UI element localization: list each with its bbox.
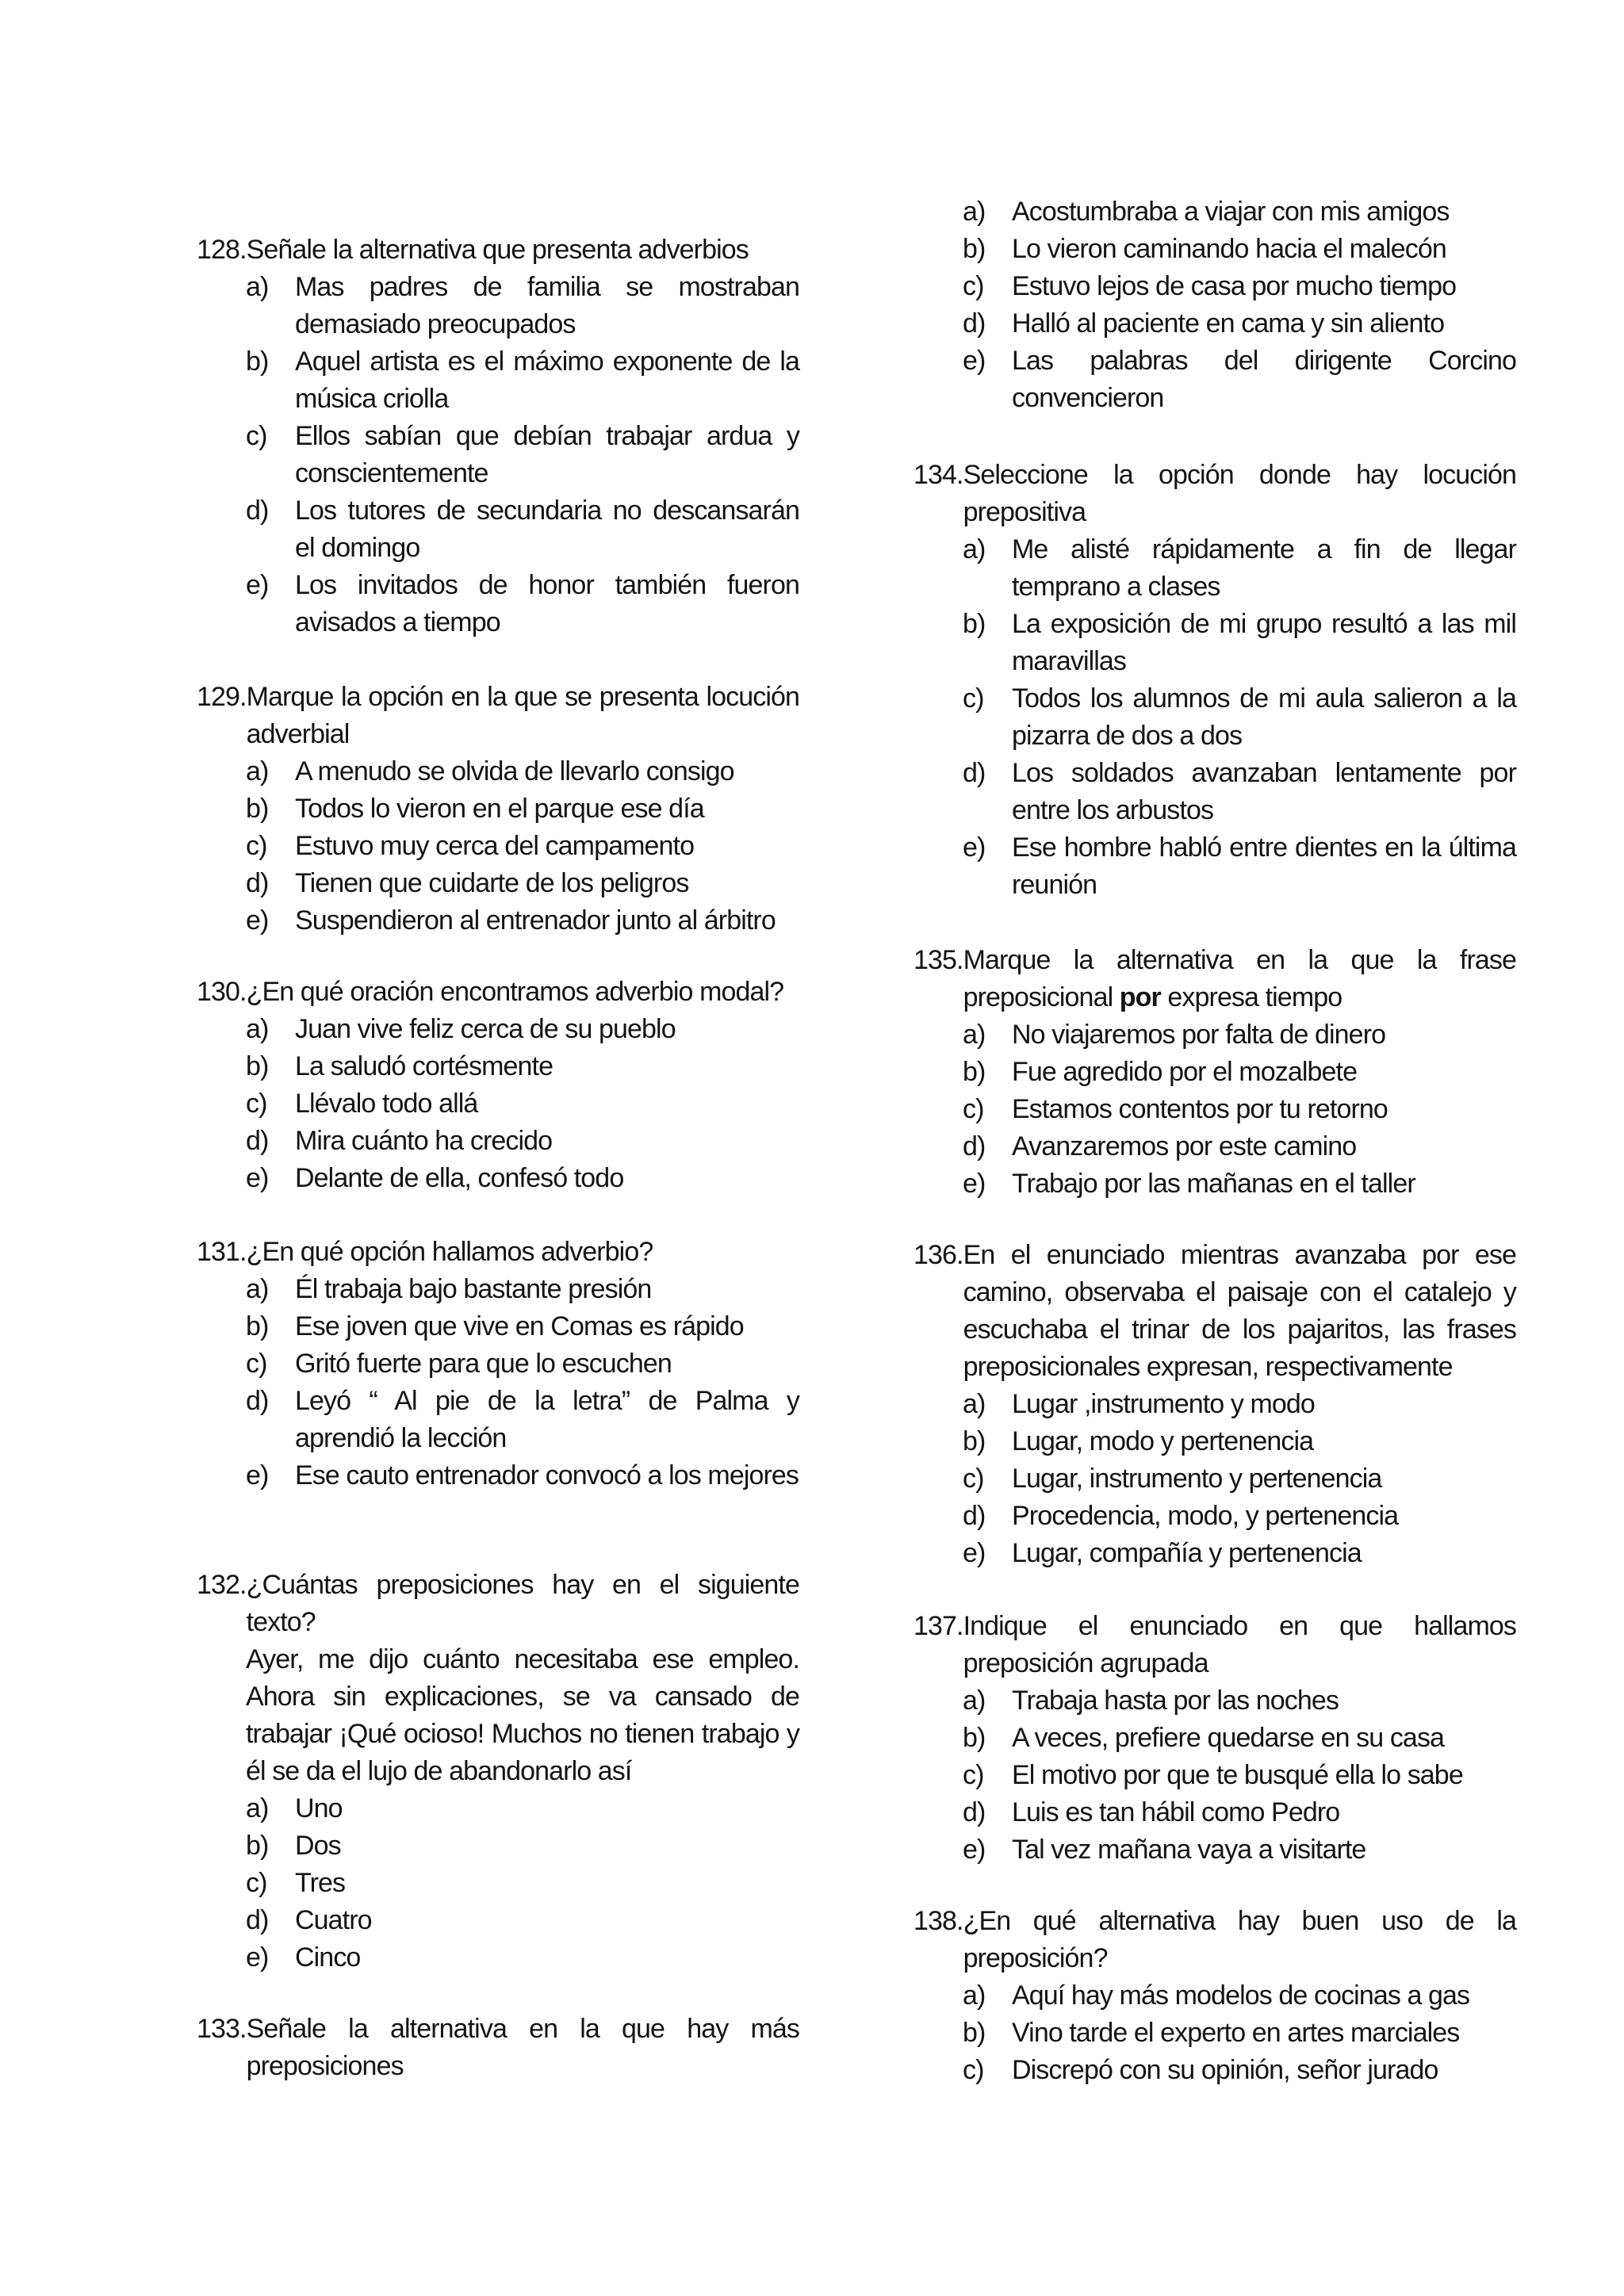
- question-number: 128.: [197, 235, 247, 265]
- option-letter: d): [963, 308, 986, 339]
- option-text: Mas padres de familia se mostraban demasiado preocupados: [295, 272, 799, 339]
- option-text: Los invitados de honor también fueron avisados a tiempo: [295, 570, 799, 637]
- question-stem: [197, 232, 799, 269]
- option-text: Uno: [295, 1793, 343, 1823]
- question-stem: [197, 974, 799, 1011]
- option: [914, 305, 1516, 342]
- option-letter: b): [246, 1831, 269, 1861]
- option-letter: c): [963, 1464, 984, 1494]
- option-letter: d): [246, 1126, 269, 1156]
- option: [197, 492, 799, 567]
- question-stem: [914, 1903, 1516, 1977]
- option-text: Cuatro: [295, 1905, 372, 1935]
- question-text: Marque la opción en la que se presenta locución adverbial: [246, 682, 799, 749]
- option-letter: e): [963, 346, 986, 376]
- options-list: [197, 1271, 799, 1494]
- option-text: Halló al paciente en cama y sin aliento: [1012, 308, 1445, 339]
- option-text: Avanzaremos por este camino: [1012, 1131, 1357, 1161]
- option-letter: b): [963, 1426, 986, 1456]
- option: [197, 1048, 799, 1085]
- option-text: Fue agredido por el mozalbete: [1012, 1057, 1358, 1087]
- option: [914, 829, 1516, 904]
- question-text: ¿Cuántas preposiciones hay en el siguiente texto?: [246, 1570, 799, 1637]
- option-text: Ese hombre habló entre dientes en la última reunión: [1012, 832, 1516, 900]
- question-stem: [914, 1237, 1516, 1386]
- question-number: 136.: [914, 1240, 963, 1270]
- option-text: Tienen que cuidarte de los peligros: [295, 868, 689, 898]
- option: [914, 193, 1516, 231]
- option: [197, 1085, 799, 1123]
- emphasized-word: por: [1119, 982, 1161, 1012]
- option: [197, 269, 799, 343]
- option-letter: e): [246, 1163, 269, 1193]
- option: [914, 1682, 1516, 1720]
- options-list: [197, 269, 799, 641]
- question-133: [197, 2011, 799, 2085]
- option-letter: c): [963, 1094, 984, 1124]
- option-letter: c): [963, 683, 984, 714]
- option-letter: e): [963, 1169, 986, 1199]
- option: [914, 1386, 1516, 1423]
- option-text: Ese joven que vive en Comas es rápido: [295, 1311, 744, 1341]
- question-number: 132.: [197, 1570, 247, 1600]
- option-text: Aquel artista es el máximo exponente de la música criolla: [295, 346, 799, 414]
- option-letter: e): [246, 905, 269, 936]
- option-text: Él trabaja bajo bastante presión: [295, 1274, 652, 1304]
- option-letter: c): [246, 1349, 267, 1379]
- option-letter: b): [963, 609, 986, 639]
- option-letter: d): [246, 1905, 269, 1935]
- option-letter: d): [963, 1131, 986, 1161]
- option-letter: e): [246, 1942, 269, 1973]
- question-text: Señale la alternativa que presenta adverbios: [246, 235, 749, 265]
- option-text: Aquí hay más modelos de cocinas a gas: [1012, 1980, 1470, 2011]
- question-135: [914, 942, 1516, 1203]
- option: [914, 268, 1516, 305]
- option: [197, 1902, 799, 1939]
- option-letter: d): [246, 1386, 269, 1416]
- option-text: Ese cauto entrenador convocó a los mejores: [295, 1460, 799, 1490]
- option-letter: a): [963, 197, 986, 227]
- options-list: [914, 1386, 1516, 1572]
- option-letter: c): [963, 271, 984, 301]
- question-text: ¿En qué opción hallamos adverbio?: [246, 1237, 653, 1267]
- question-text: En el enunciado mientras avanzaba por ese camino, observaba el paisaje con el catalejo y escuchaba el trinar de los pajaritos, las frases preposicionales expresan, respectivamente: [963, 1240, 1516, 1382]
- question-number: 134.: [914, 460, 963, 490]
- option-letter: b): [246, 794, 269, 824]
- option-text: Lugar, modo y pertenencia: [1012, 1426, 1314, 1456]
- option-text: Los soldados avanzaban lentamente por entre los arbustos: [1012, 758, 1516, 825]
- option-text: Cinco: [295, 1942, 361, 1973]
- options-list: [914, 1682, 1516, 1869]
- option-letter: a): [963, 1686, 986, 1716]
- question-133-options-continued: [914, 193, 1516, 417]
- question-130: [197, 974, 799, 1197]
- option: [197, 1308, 799, 1345]
- option-letter: c): [963, 1760, 984, 1790]
- question-132: [197, 1567, 799, 1976]
- option: [914, 755, 1516, 829]
- option-letter: e): [963, 832, 986, 863]
- option-letter: d): [246, 496, 269, 526]
- option-letter: b): [963, 234, 986, 264]
- option-text: Suspendieron al entrenador junto al árbitro: [295, 905, 776, 936]
- options-list: [197, 753, 799, 939]
- option: [914, 2052, 1516, 2089]
- option: [914, 680, 1516, 755]
- option: [914, 1977, 1516, 2015]
- option: [914, 1720, 1516, 1757]
- option-text: Ellos sabían que debían trabajar ardua y conscientemente: [295, 421, 799, 488]
- option-text: Estuvo lejos de casa por mucho tiempo: [1012, 271, 1457, 301]
- option-letter: a): [963, 1020, 986, 1050]
- option: [197, 902, 799, 939]
- option-text: Estuvo muy cerca del campamento: [295, 831, 695, 861]
- option-letter: b): [246, 1311, 269, 1341]
- question-137: [914, 1608, 1516, 1869]
- option-letter: b): [963, 1057, 986, 1087]
- option-text: Lugar ,instrumento y modo: [1012, 1389, 1315, 1419]
- option-letter: a): [963, 534, 986, 564]
- question-number: 138.: [914, 1906, 963, 1936]
- question-stem: [197, 1567, 799, 1641]
- option-text: Mira cuánto ha crecido: [295, 1126, 553, 1156]
- option: [914, 1423, 1516, 1460]
- question-number: 135.: [914, 945, 963, 975]
- question-stem: [914, 1608, 1516, 1682]
- option: [914, 1535, 1516, 1572]
- option: [197, 753, 799, 790]
- question-134: [914, 457, 1516, 904]
- option-text: Llévalo todo allá: [295, 1089, 478, 1119]
- question-stem: [914, 457, 1516, 531]
- option-letter: a): [246, 1793, 269, 1823]
- option-text: Tal vez mañana vaya a visitarte: [1012, 1835, 1366, 1865]
- option: [914, 231, 1516, 268]
- option-text: Procedencia, modo, y pertenencia: [1012, 1501, 1399, 1531]
- question-number: 133.: [197, 2014, 247, 2044]
- option-letter: b): [246, 1051, 269, 1081]
- option-text: La saludó cortésmente: [295, 1051, 553, 1081]
- option-text: Luis es tan hábil como Pedro: [1012, 1797, 1340, 1827]
- option: [197, 790, 799, 828]
- option: [197, 1790, 799, 1827]
- options-list: [914, 531, 1516, 904]
- option-text: A veces, prefiere quedarse en su casa: [1012, 1723, 1445, 1753]
- question-stem: [197, 679, 799, 753]
- question-129: [197, 679, 799, 939]
- question-128: [197, 232, 799, 641]
- option-text: No viajaremos por falta de dinero: [1012, 1020, 1386, 1050]
- options-list: [914, 1977, 1516, 2089]
- question-138: [914, 1903, 1516, 2089]
- question-text: [963, 942, 1516, 1016]
- reading-passage: Ayer, me dijo cuánto necesitaba ese empleo. Ahora sin explicaciones, se va cansado de trabajar ¡Qué ocioso! Muchos no tienen trabajo y él se da el lujo de abandonarlo así: [246, 1644, 799, 1786]
- option: [914, 1794, 1516, 1831]
- option: [197, 1827, 799, 1865]
- question-text: ¿En qué alternativa hay buen uso de la preposición?: [963, 1906, 1516, 1973]
- option-text: Leyó “ Al pie de la letra” de Palma y aprendió la lección: [295, 1386, 799, 1453]
- question-number: 137.: [914, 1611, 963, 1641]
- option-letter: c): [963, 2055, 984, 2085]
- option: [197, 1011, 799, 1048]
- option-text: Lugar, instrumento y pertenencia: [1012, 1464, 1382, 1494]
- option: [914, 1460, 1516, 1498]
- option-letter: c): [246, 1089, 267, 1119]
- option-letter: a): [963, 1980, 986, 2011]
- option: [914, 1757, 1516, 1794]
- option-text: Delante de ella, confesó todo: [295, 1163, 624, 1193]
- option-letter: a): [246, 272, 269, 302]
- option-letter: b): [963, 1723, 986, 1753]
- question-text: Señale la alternativa en la que hay más preposiciones: [246, 2014, 799, 2081]
- question-number: 130.: [197, 977, 247, 1007]
- option-letter: d): [963, 1797, 986, 1827]
- option-text: Las palabras del dirigente Corcino convencieron: [1012, 346, 1516, 413]
- option-text: Acostumbraba a viajar con mis amigos: [1012, 197, 1450, 227]
- option: [197, 1123, 799, 1160]
- option: [914, 1016, 1516, 1054]
- question-stem: [197, 1234, 799, 1271]
- option: [914, 2015, 1516, 2052]
- option: [914, 1498, 1516, 1535]
- option: [197, 418, 799, 492]
- option: [197, 1160, 799, 1197]
- option-text: Tres: [295, 1868, 346, 1898]
- option: [197, 1345, 799, 1383]
- option-letter: a): [246, 1014, 269, 1044]
- option-letter: c): [246, 831, 267, 861]
- option-letter: e): [963, 1538, 986, 1568]
- option-letter: c): [246, 421, 267, 451]
- option: [197, 1457, 799, 1494]
- option: [914, 342, 1516, 417]
- option: [914, 1831, 1516, 1869]
- options-list: [197, 1790, 799, 1976]
- option-letter: e): [246, 570, 269, 600]
- option-text: A menudo se olvida de llevarlo consigo: [295, 756, 734, 786]
- options-list: [914, 193, 1516, 417]
- option-text: Me alisté rápidamente a fin de llegar temprano a clases: [1012, 534, 1516, 602]
- options-list: [197, 1011, 799, 1197]
- option-text: Estamos contentos por tu retorno: [1012, 1094, 1388, 1124]
- question-text: Seleccione la opción donde hay locución prepositiva: [963, 460, 1516, 527]
- options-list: [914, 1016, 1516, 1203]
- option-letter: e): [246, 1460, 269, 1490]
- option: [914, 606, 1516, 680]
- option-text: Todos los alumnos de mi aula salieron a la pizarra de dos a dos: [1012, 683, 1516, 751]
- option-text: Todos lo vieron en el parque ese día: [295, 794, 704, 824]
- question-text-end: expresa tiempo: [1160, 982, 1342, 1012]
- option-text: Juan vive feliz cerca de su pueblo: [295, 1014, 676, 1044]
- option: [914, 1165, 1516, 1203]
- option-text: Vino tarde el experto en artes marciales: [1012, 2018, 1460, 2048]
- question-stem: [197, 2011, 799, 2085]
- option-text: Lugar, compañía y pertenencia: [1012, 1538, 1362, 1568]
- option-letter: d): [963, 758, 986, 788]
- option-letter: a): [246, 756, 269, 786]
- question-number: 131.: [197, 1237, 247, 1267]
- option-letter: a): [246, 1274, 269, 1304]
- question-text: Indique el enunciado en que hallamos preposición agrupada: [963, 1611, 1516, 1678]
- option: [914, 1054, 1516, 1091]
- option: [197, 567, 799, 641]
- option: [197, 1383, 799, 1457]
- option-letter: d): [963, 1501, 986, 1531]
- option-letter: d): [246, 868, 269, 898]
- question-text-start: Marque la alternativa en la que la frase preposicional: [963, 945, 1516, 1012]
- question-number: 129.: [197, 682, 247, 712]
- question-stem: [914, 942, 1516, 1016]
- option: [914, 1128, 1516, 1165]
- option: [197, 1271, 799, 1308]
- option: [914, 531, 1516, 606]
- option-letter: b): [246, 346, 269, 377]
- question-131: [197, 1234, 799, 1494]
- question-text: ¿En qué oración encontramos adverbio modal?: [246, 977, 784, 1007]
- option: [197, 828, 799, 865]
- option-text: El motivo por que te busqué ella lo sabe: [1012, 1760, 1463, 1790]
- option-text: Trabajo por las mañanas en el taller: [1012, 1169, 1415, 1199]
- option: [914, 1091, 1516, 1128]
- option: [197, 1939, 799, 1976]
- option-letter: e): [963, 1835, 986, 1865]
- option: [197, 1865, 799, 1902]
- option-text: Los tutores de secundaria no descansarán el domingo: [295, 496, 799, 563]
- option-text: Gritó fuerte para que lo escuchen: [295, 1349, 672, 1379]
- option-text: Discrepó con su opinión, señor jurado: [1012, 2055, 1438, 2085]
- option-text: La exposición de mi grupo resultó a las mil maravillas: [1012, 609, 1516, 676]
- option: [197, 343, 799, 418]
- option-letter: b): [963, 2018, 986, 2048]
- option-letter: a): [963, 1389, 986, 1419]
- option-text: Trabaja hasta por las noches: [1012, 1686, 1339, 1716]
- option-letter: c): [246, 1868, 267, 1898]
- option-text: Lo vieron caminando hacia el malecón: [1012, 234, 1446, 264]
- option: [197, 865, 799, 902]
- question-136: [914, 1237, 1516, 1572]
- option-text: Dos: [295, 1831, 341, 1861]
